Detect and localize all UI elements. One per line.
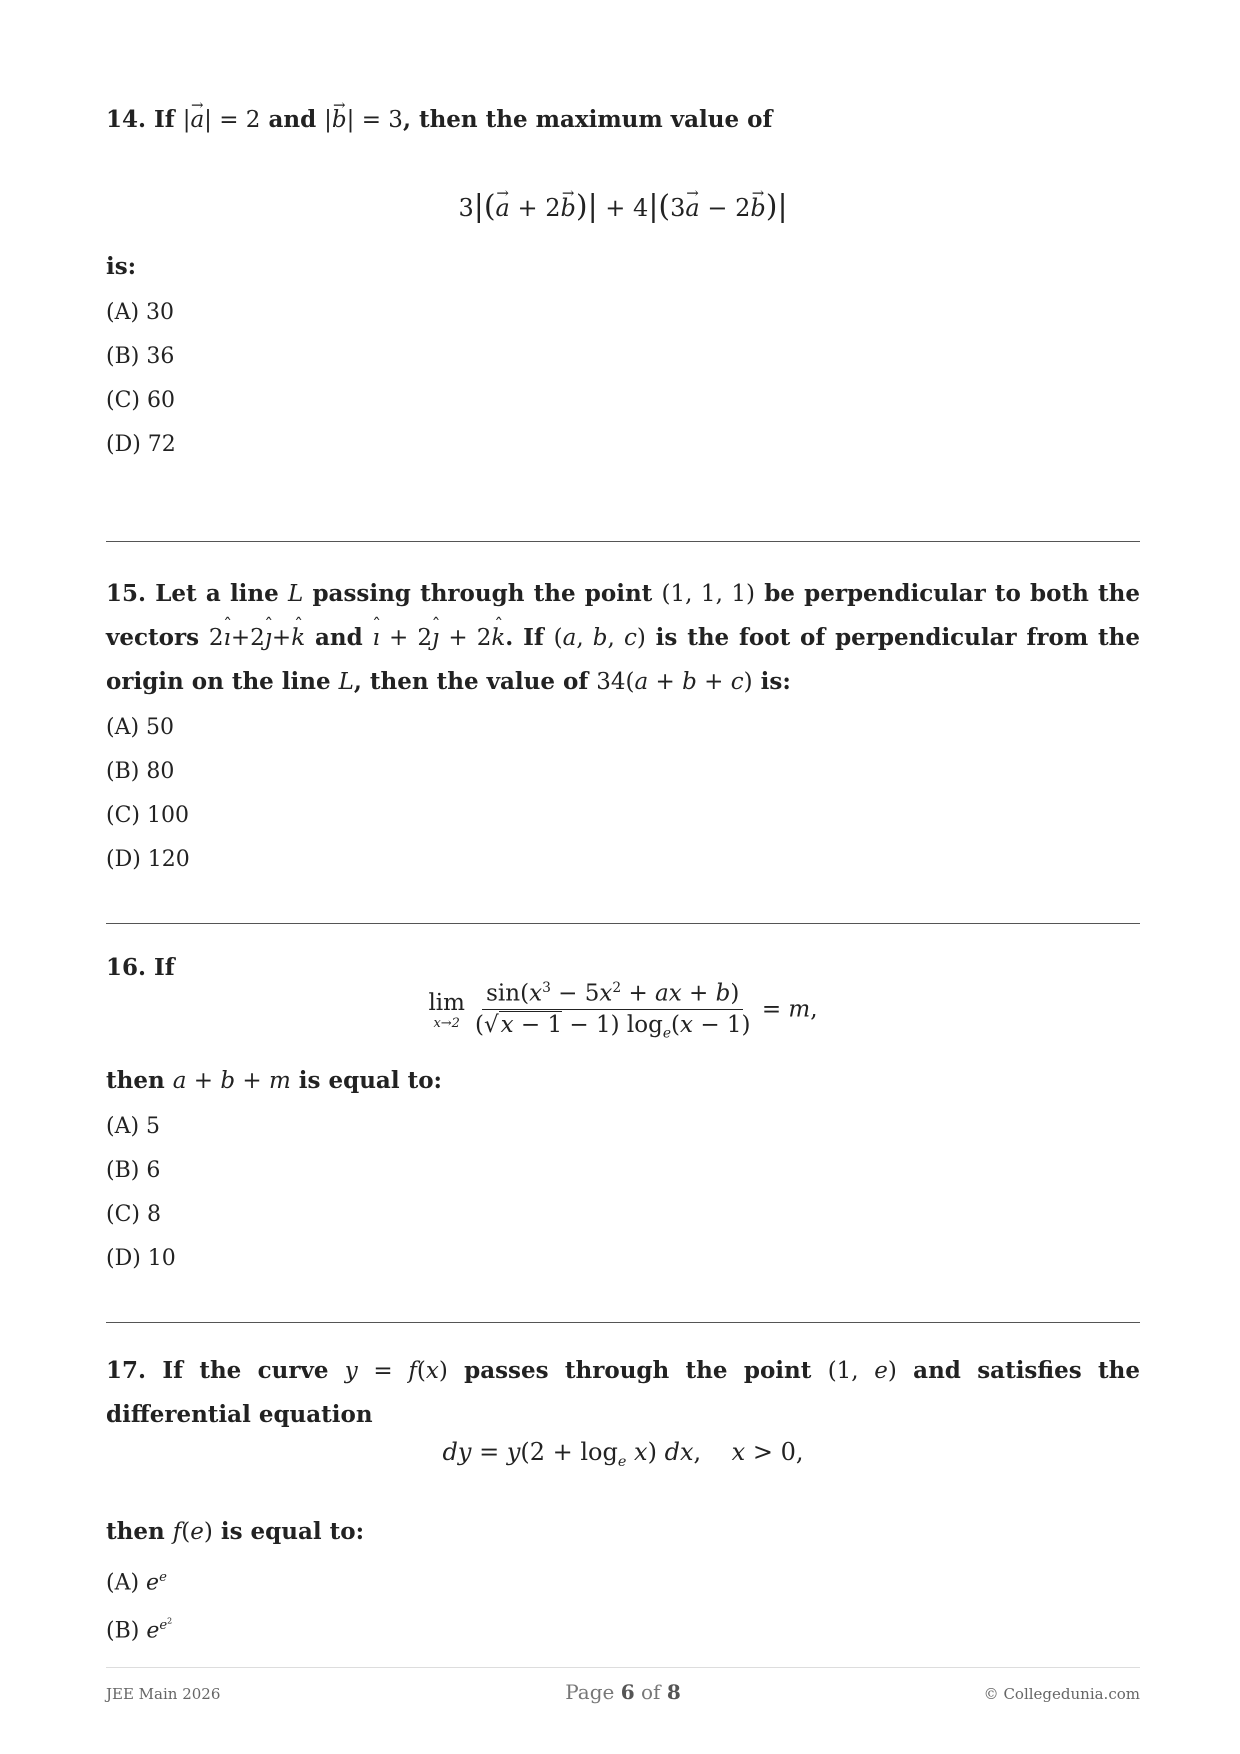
option-16c[interactable]: (C) 8 (106, 1202, 161, 1227)
option-16b[interactable]: (B) 6 (106, 1158, 161, 1183)
question-14 (106, 98, 1140, 142)
footer-copyright: © Collegedunia.com (983, 1685, 1140, 1703)
question-16-options (106, 1105, 1140, 1281)
footer-exam-name: JEE Main 2026 (106, 1685, 221, 1703)
separator (106, 923, 1140, 924)
question-14-tail: is: (106, 253, 137, 280)
question-15-stem: 15. Let a line L passing through the point (1, 1, 1) be perpendicular to both the vectors 2ˆ ı+2ˆ ȷ+ˆ k and ˆ ı + 2ˆ ȷ + 2ˆ k. If (a, b, c) is the foot of perpendicular from the origin on the line L, then the value of 34(a + b + c) is: (106, 572, 1140, 704)
option-15a[interactable]: (A) 50 (106, 715, 175, 740)
option-16d[interactable]: (D) 10 (106, 1246, 176, 1271)
exam-page (106, 0, 1140, 1754)
question-17-stem: 17. If the curve y = f(x) passes through the point (1, e) and satisfies the differential equation (106, 1357, 1140, 1428)
separator (106, 1322, 1140, 1323)
option-14d[interactable]: (D) 72 (106, 432, 176, 457)
option-16a[interactable]: (A) 5 (106, 1114, 161, 1139)
question-16-tail: then a + b + m is equal to: (106, 1067, 443, 1094)
option-15c[interactable]: (C) 100 (106, 803, 189, 828)
option-15d[interactable]: (D) 120 (106, 847, 190, 872)
question-14-stem: 14. If |→ a| = 2 and |→ b| = 3, then the maximum value of (106, 98, 1140, 142)
option-14a[interactable]: (A) 30 (106, 300, 175, 325)
option-14c[interactable]: (C) 60 (106, 388, 175, 413)
question-14-expression: 3|(→ a + 2→ b)| + 4|(3→ a − 2→ b)| (106, 185, 1140, 230)
question-15-options (106, 706, 1140, 882)
option-15b[interactable]: (B) 80 (106, 759, 175, 784)
option-17a[interactable]: (A) $e^e$ (106, 1570, 167, 1596)
footer-divider (106, 1667, 1140, 1668)
question-17 (106, 1349, 1140, 1437)
question-17-equation: dy = $y(2 + \log_e x)$ dx, x > 0, (442, 1438, 804, 1470)
question-15 (106, 572, 1140, 882)
question-14-options (106, 291, 1140, 467)
option-17b[interactable]: (B) $e^{e^2}$ (106, 1617, 173, 1644)
question-16-stem: 16. If (106, 954, 175, 981)
separator (106, 541, 1140, 542)
page-number: Page 6 of 8 (565, 1680, 681, 1704)
question-17-options (106, 1556, 1140, 1644)
question-16-limit: lim x→2 $\frac{\sin(x^3 - 5x^2 + ax + b)}{(√x - 1 - 1) \log_e(x - 1)}$ = m, (428, 980, 818, 1042)
option-14b[interactable]: (B) 36 (106, 344, 175, 369)
question-17-tail: then f(e) is equal to: (106, 1518, 365, 1545)
